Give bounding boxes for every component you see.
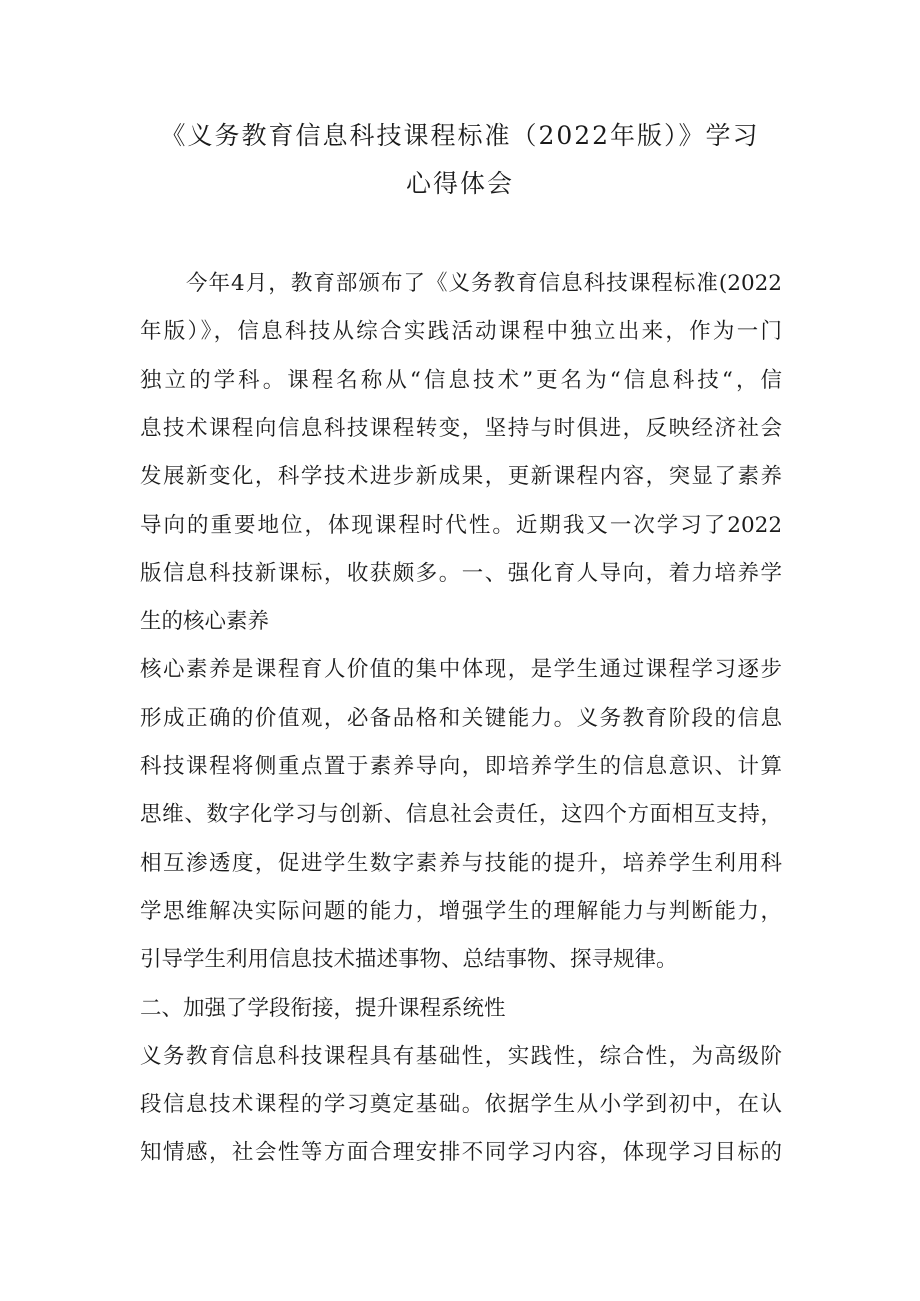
paragraph-line: 生的核心素养	[140, 609, 270, 635]
paragraph-line: 今年4月，教育部颁布了《义务教育信息科技课程标准(2022	[186, 271, 782, 296]
paragraph-line: 独立的学科。课程名称从“信息技术”更名为“信息科技“，信	[140, 367, 782, 393]
paragraph-line: 年版）》，信息科技从综合实践活动课程中独立出来，作为一门	[140, 319, 782, 345]
paragraph-line: 发展新变化，科学技术进步新成果，更新课程内容，突显了素养	[140, 464, 782, 490]
document-title-line: 心得体会	[405, 169, 514, 198]
paragraph-line: 引导学生利用信息技术描述事物、总结事物、探寻规律。	[140, 947, 678, 973]
paragraph-line: 核心素养是课程育人价值的集中体现，是学生通过课程学习逐步	[140, 657, 782, 683]
paragraph-line: 形成正确的价值观，必备品格和关键能力。义务教育阶段的信息	[140, 705, 782, 731]
paragraph-line: 义务教育信息科技课程具有基础性，实践性，综合性，为高级阶	[140, 1043, 782, 1069]
paragraph-line: 导向的重要地位，体现课程时代性。近期我又一次学习了2022	[140, 512, 782, 538]
paragraph-line: 学思维解决实际问题的能力，增强学生的理解能力与判断能力，	[140, 898, 782, 924]
paragraph-line: 版信息科技新课标，收获颇多。一、强化育人导向，着力培养学	[140, 560, 782, 586]
document-title-line: 《义务教育信息科技课程标准（2022年版）》学习	[160, 121, 760, 150]
paragraph-line: 段信息技术课程的学习奠定基础。依据学生从小学到初中，在认	[140, 1092, 782, 1118]
paragraph-line: 思维、数字化学习与创新、信息社会责任，这四个方面相互支持，	[140, 802, 782, 828]
paragraph-line: 息技术课程向信息科技课程转变，坚持与时俱进，反映经济社会	[140, 415, 782, 441]
paragraph-line: 知情感，社会性等方面合理安排不同学习内容，体现学习目标的	[140, 1140, 782, 1166]
paragraph-line: 科技课程将侧重点置于素养导向，即培养学生的信息意识、计算	[140, 754, 782, 779]
paragraph-line: 二、加强了学段衔接，提升课程系统性	[140, 995, 506, 1021]
paragraph-line: 相互渗透度，促进学生数字素养与技能的提升，培养学生利用科	[140, 850, 782, 876]
